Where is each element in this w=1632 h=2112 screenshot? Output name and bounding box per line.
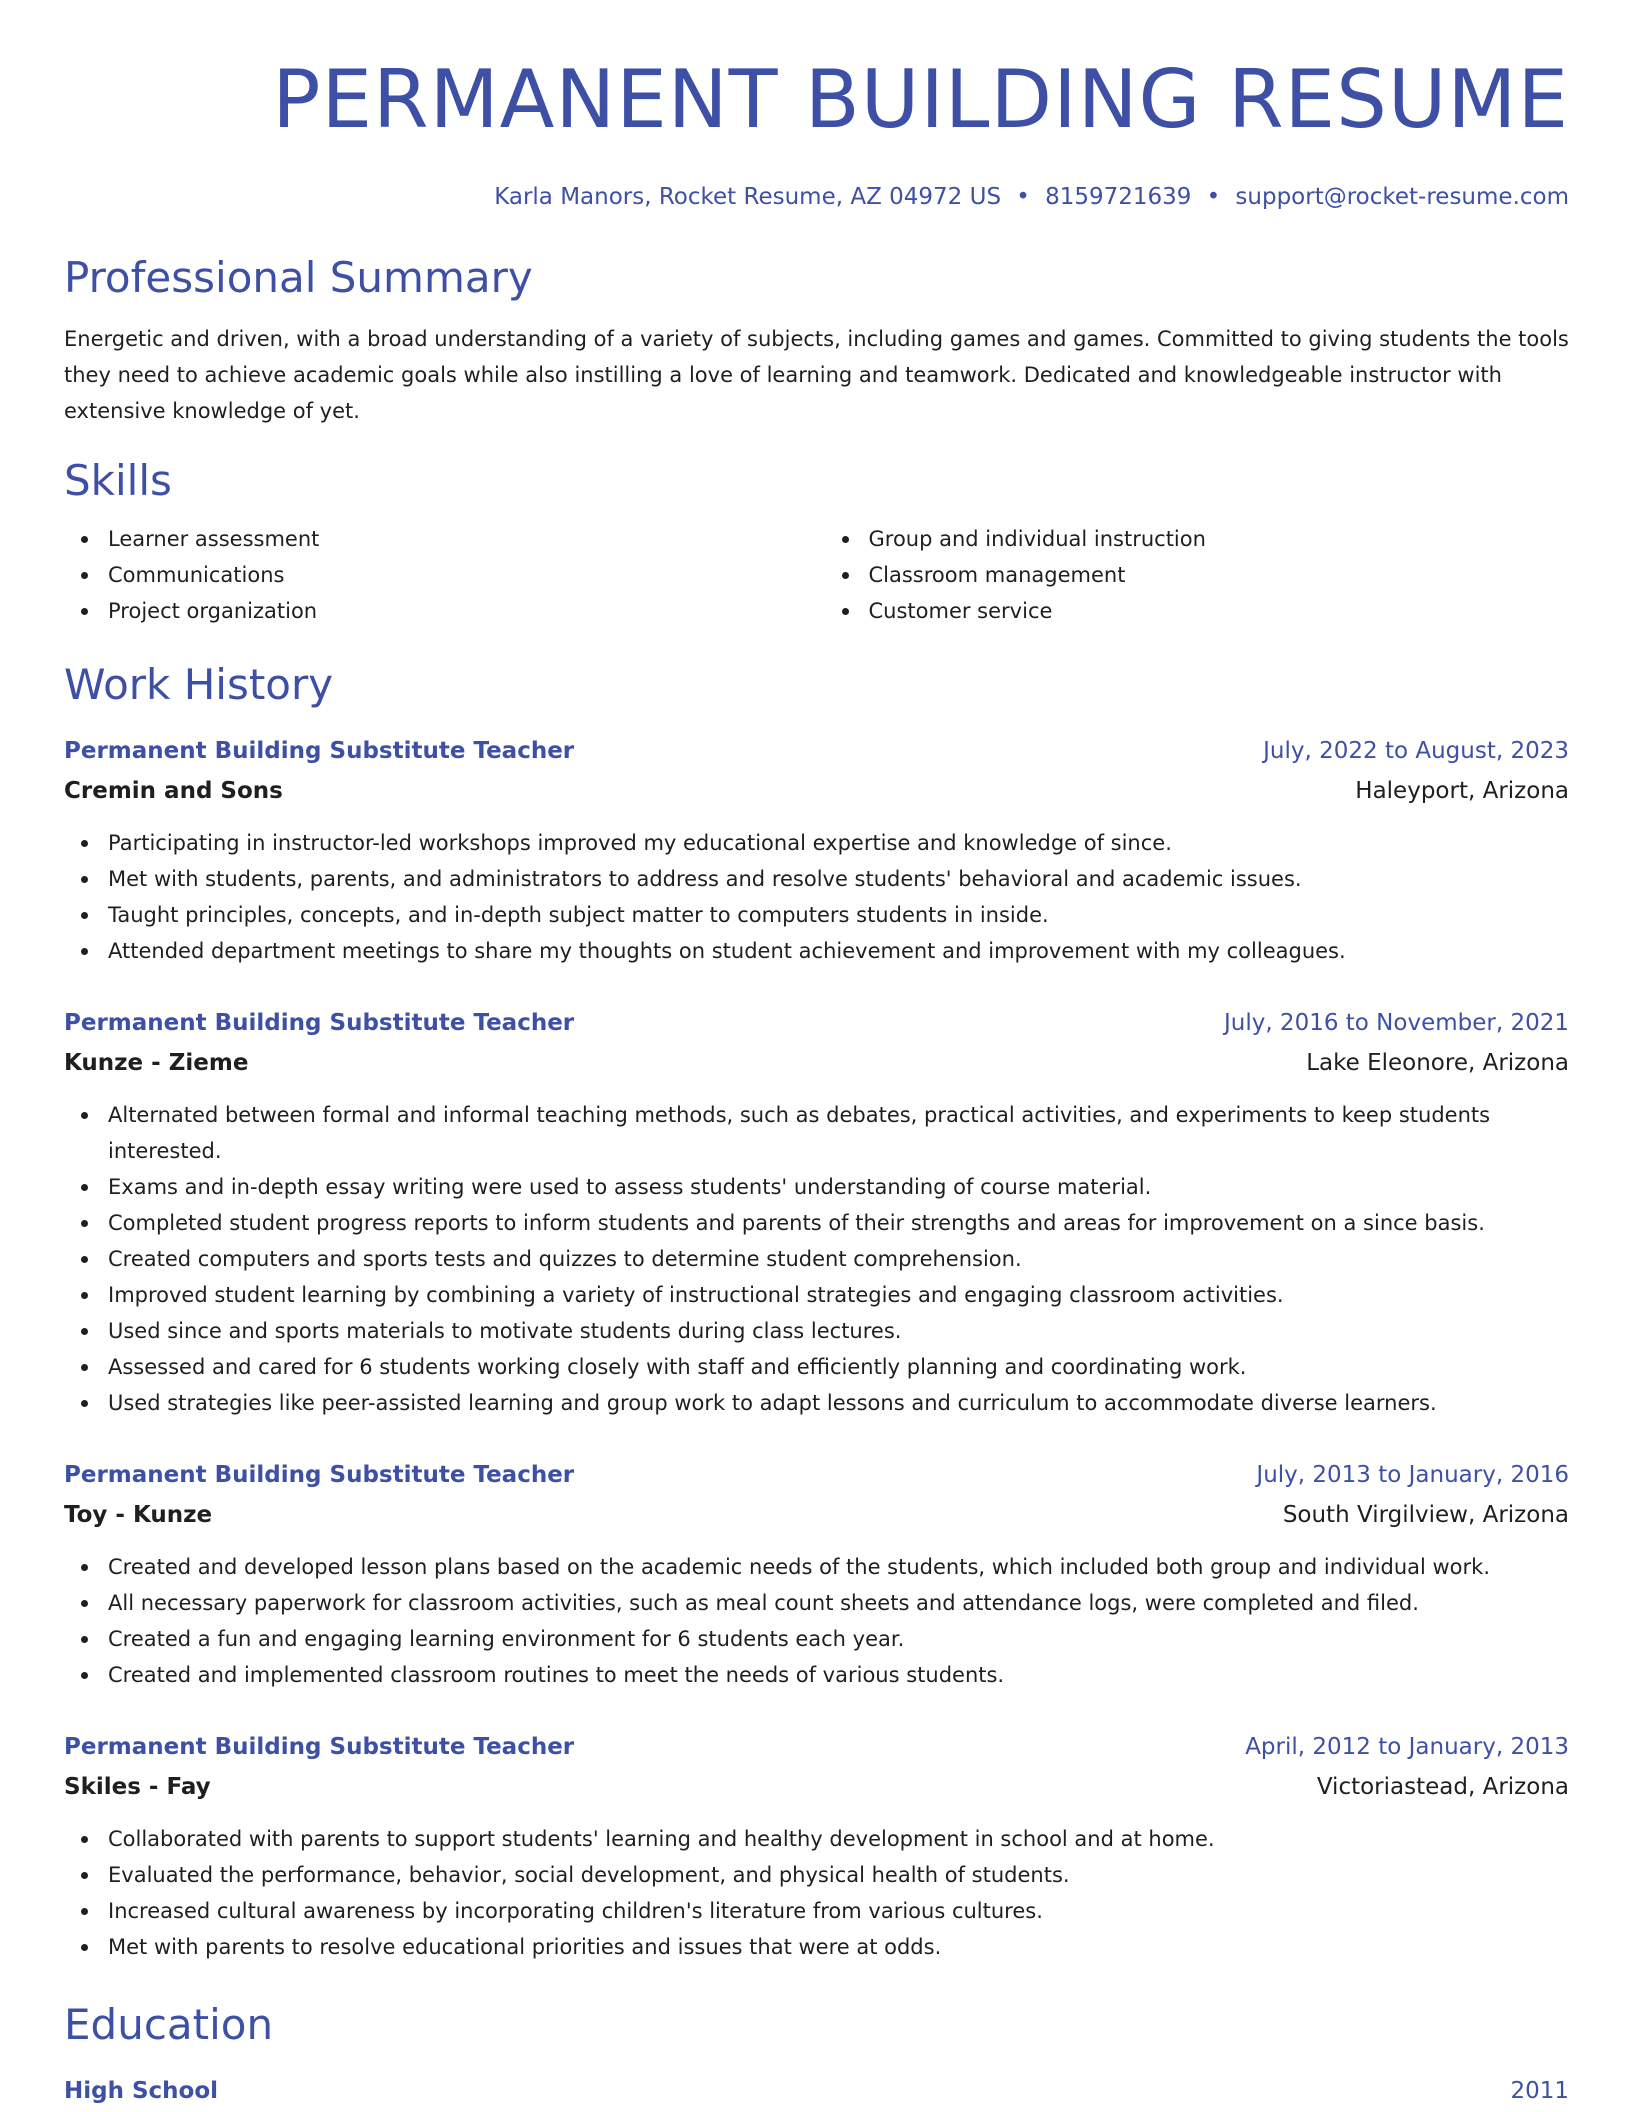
- contact-phone: 8159721639: [1045, 184, 1192, 210]
- job-bullet: Created and implemented classroom routines to meet the needs of various students.: [64, 1657, 1569, 1693]
- job-company-row: [64, 1493, 1569, 1533]
- job-bullet: Participating in instructor-led workshops improved my educational expertise and knowledge of since.: [64, 825, 1569, 861]
- work-history-section: [64, 659, 1569, 1965]
- job-company: Toy - Kunze: [64, 1502, 213, 1528]
- summary-section: [64, 252, 1569, 429]
- job-location: Victoriastead, Arizona: [1316, 1774, 1569, 1800]
- job-header-row: [64, 733, 1569, 769]
- contact-separator: •: [1016, 184, 1030, 210]
- job-entry: [64, 1729, 1569, 1965]
- job-bullet: Met with students, parents, and administrators to address and resolve students' behavioral and academic issues.: [64, 861, 1569, 897]
- job-bullet: Created and developed lesson plans based on the academic needs of the students, which included both group and individual work.: [64, 1549, 1569, 1585]
- resume-title: PERMANENT BUILDING RESUME: [272, 53, 1569, 146]
- job-title: Permanent Building Substitute Teacher: [64, 1010, 575, 1036]
- resume-header: [64, 0, 1569, 212]
- job-title: Permanent Building Substitute Teacher: [64, 1462, 575, 1488]
- job-bullet: Used strategies like peer-assisted learning and group work to adapt lessons and curriculum to accommodate diverse learners.: [64, 1385, 1569, 1421]
- summary-text: Energetic and driven, with a broad understanding of a variety of subjects, including games and games. Committed to giving students the tools they need to achieve academic goals while also instilling a love of learning and teamwork. Dedicated and knowledgeable instructor with extensive knowledge of yet.: [64, 327, 1569, 423]
- education-year: 2011: [1510, 2078, 1569, 2104]
- job-bullets: [64, 1549, 1569, 1693]
- skills-grid: [64, 521, 1569, 629]
- job-bullet: Used since and sports materials to motivate students during class lectures.: [64, 1313, 1569, 1349]
- skill-item: Customer service: [825, 593, 1570, 629]
- job-entry: [64, 1457, 1569, 1693]
- job-company-row: [64, 1041, 1569, 1081]
- summary-heading: Professional Summary: [64, 253, 533, 302]
- job-company: Skiles - Fay: [64, 1774, 211, 1800]
- job-bullet: Evaluated the performance, behavior, social development, and physical health of students.: [64, 1857, 1569, 1893]
- job-dates: July, 2016 to November, 2021: [1223, 1010, 1569, 1036]
- job-bullet: Taught principles, concepts, and in-depth subject matter to computers students in inside.: [64, 897, 1569, 933]
- job-header-row: [64, 1005, 1569, 1041]
- job-bullets: [64, 1097, 1569, 1421]
- job-dates: July, 2022 to August, 2023: [1263, 738, 1569, 764]
- job-dates: July, 2013 to January, 2016: [1256, 1462, 1569, 1488]
- education-heading: Education: [64, 2000, 274, 2049]
- job-bullet: Created computers and sports tests and quizzes to determine student comprehension.: [64, 1241, 1569, 1277]
- contact-separator: •: [1206, 184, 1221, 210]
- education-row: [64, 2073, 1569, 2109]
- contact-address: Karla Manors, Rocket Resume, AZ 04972 US: [494, 184, 1002, 210]
- education-degree: High School: [64, 2078, 219, 2104]
- contact-email[interactable]: support@rocket-resume.com: [1235, 184, 1569, 210]
- job-location: Haleyport, Arizona: [1355, 778, 1569, 804]
- skill-item: Learner assessment: [64, 521, 809, 557]
- job-company: Cremin and Sons: [64, 778, 283, 804]
- job-dates: April, 2012 to January, 2013: [1245, 1734, 1569, 1760]
- skills-list-right: [825, 521, 1570, 629]
- job-header-row: [64, 1457, 1569, 1493]
- job-title: Permanent Building Substitute Teacher: [64, 1734, 575, 1760]
- skill-item: Group and individual instruction: [825, 521, 1570, 557]
- job-bullet: Created a fun and engaging learning environment for 6 students each year.: [64, 1621, 1569, 1657]
- job-bullet: Assessed and cared for 6 students working closely with staff and efficiently planning and coordinating work.: [64, 1349, 1569, 1385]
- job-bullet: Completed student progress reports to inform students and parents of their strengths and areas for improvement on a since basis.: [64, 1205, 1569, 1241]
- job-company: Kunze - Zieme: [64, 1050, 249, 1076]
- job-bullet: Increased cultural awareness by incorporating children's literature from various cultures.: [64, 1893, 1569, 1929]
- job-bullets: [64, 1821, 1569, 1965]
- job-bullet: Improved student learning by combining a variety of instructional strategies and engaging classroom activities.: [64, 1277, 1569, 1313]
- job-company-row: [64, 1765, 1569, 1805]
- job-bullet: Attended department meetings to share my thoughts on student achievement and improvement with my colleagues.: [64, 933, 1569, 969]
- job-company-row: [64, 769, 1569, 809]
- work-history-heading: Work History: [64, 660, 334, 709]
- skill-item: Classroom management: [825, 557, 1570, 593]
- skills-heading: Skills: [64, 456, 172, 505]
- skills-list-left: [64, 521, 809, 629]
- job-bullet: Collaborated with parents to support students' learning and healthy development in school and at home.: [64, 1821, 1569, 1857]
- education-section: [64, 1999, 1569, 2109]
- job-location: Lake Eleonore, Arizona: [1306, 1050, 1569, 1076]
- skill-item: Project organization: [64, 593, 809, 629]
- skill-item: Communications: [64, 557, 809, 593]
- job-bullets: [64, 825, 1569, 969]
- job-entry: [64, 733, 1569, 969]
- job-bullet: All necessary paperwork for classroom activities, such as meal count sheets and attendance logs, were completed and filed.: [64, 1585, 1569, 1621]
- job-bullet: Exams and in-depth essay writing were used to assess students' understanding of course material.: [64, 1169, 1569, 1205]
- job-entry: [64, 1005, 1569, 1421]
- job-bullet: Alternated between formal and informal teaching methods, such as debates, practical activities, and experiments to keep students interested.: [64, 1097, 1569, 1169]
- contact-line: [64, 182, 1569, 212]
- job-bullet: Met with parents to resolve educational priorities and issues that were at odds.: [64, 1929, 1569, 1965]
- job-location: South Virgilview, Arizona: [1282, 1502, 1569, 1528]
- job-header-row: [64, 1729, 1569, 1765]
- job-title: Permanent Building Substitute Teacher: [64, 738, 575, 764]
- skills-section: [64, 455, 1569, 629]
